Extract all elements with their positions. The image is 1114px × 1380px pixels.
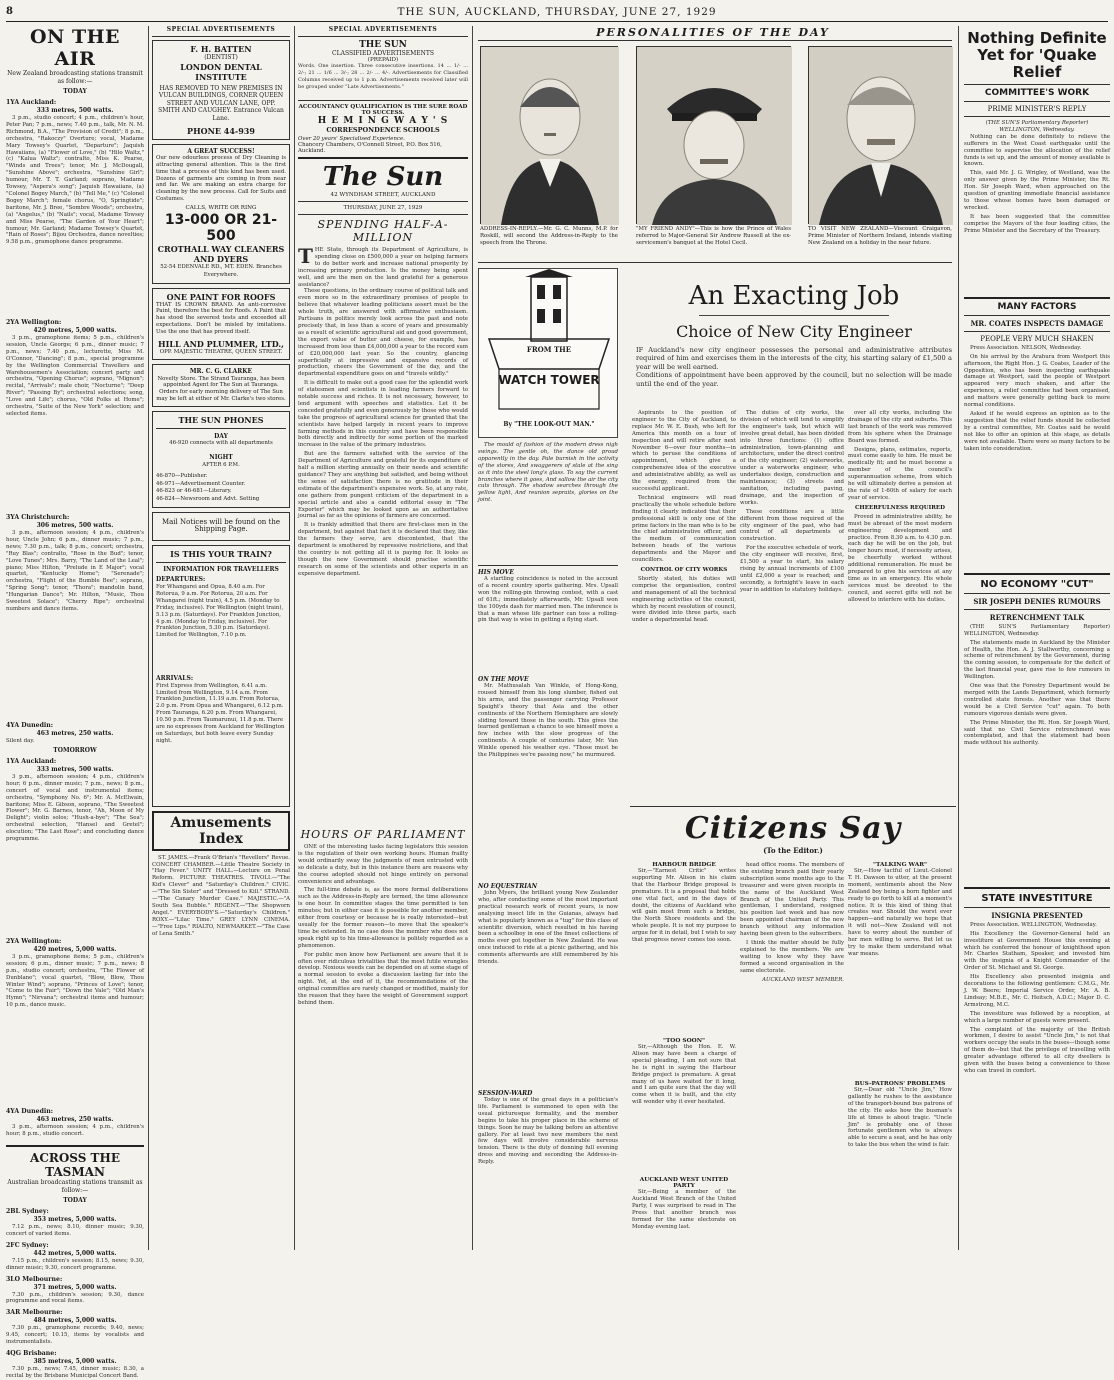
station-metres: 306 metres, 500 watts. xyxy=(36,522,114,529)
letter-heading: "TALKING WAR" xyxy=(872,862,928,868)
exacting-job-col3: over all city works, including the drainage of the city and suburbs. This last branch of the work was removed from his sphere when the Drainage Board was formed. Designs, plans, estimates, reports, must come easily to him. He must be medically fit; and he must become a member of the council's superannuation scheme, from which he will ultimately derive a pension at the rate of 1-60th of salary for each year of service. CHEERFULNESS REQUIRED Proved in administrative ability, he must be abreast of the most modern engineering development and practice. From 8.30 a.m. to 4.30 p.m. each day he will be on the job, but longer hours must, if necessity arises, be cheerfully worked without additional remuneration. He must be prepared to give his services at any time as in an emergency. His whole services must be devoted to the council, and secret gifts will not be allowed to interfere with his duties. xyxy=(848,410,952,603)
watch-tower-byline: By "THE LOOK-OUT MAN." xyxy=(503,421,595,428)
station-metres: 353 metres, 5,000 watts. xyxy=(33,1215,117,1223)
column-rule xyxy=(472,26,473,1250)
craigavon-portrait-photo xyxy=(808,46,952,224)
station-name: 3YA Christchurch: xyxy=(6,514,70,521)
sun-address: 42 WYNDHAM STREET, AUCKLAND xyxy=(330,192,436,198)
craigavon-caption: TO VISIT NEW ZEALAND—Viscount Craigavon, Prime Minister of Northern Ireland, intends visiting New Zealand on a holiday in the near future. xyxy=(808,226,952,246)
tomorrow-label: TOMORROW xyxy=(53,746,97,754)
tasman-today: TODAY xyxy=(63,1196,87,1204)
column-rule xyxy=(958,26,959,1250)
exacting-job-article-header xyxy=(636,281,952,342)
exacting-job-subhead: Choice of New City Engineer xyxy=(676,322,912,341)
exacting-job-lead: IF Auckland's new city engineer possesses the personal and administrative attributes required of him and exercises them in the interests of the city, his starting salary of £1,500 a year will be well earned. Conditions of appointment have been approved by the council, but no selection will be made until the end of the year. xyxy=(636,346,952,388)
train-info-box: IS THIS YOUR TRAIN? INFORMATION FOR TRAVELLERS DEPARTURES: For Whangarei and Opua, 8.40 a.m. For Rotorua, 9 a.m. For Rotorua, 20 a.m. For Whangarei (night train), 4.5 p.m. (Monday to Friday, inclusive). For Wellington (night train), 5.13 p.m. (Saturdays). For Frankton Junction, 4 p.m. (Monday to Friday, inclusive). For Frankton Junction, 5.30 p.m. (Saturdays). Limited for Wellington, 7.10 p.m. ARRIVALS: First Express from Wellington, 6.41 a.m. Limited from Wellington, 9.14 a.m. From Frankton Junction, 11.19 a.m. From Rotorua, 2.0 p.m. From Opua and Whangarei, 6.12 p.m. From Tauranga, 6.20 p.m. From Whangarei, 10.50 p.m. From Taumarunui, 11.8 p.m. There are no expresses from Auckland for Wellington on Saturdays, but both leave every Sunday night. xyxy=(152,545,290,807)
editorial-headline: SPENDING HALF-A-MILLION xyxy=(317,218,449,244)
hemingway-experience: Over 20 years' Specialised Experience. xyxy=(298,136,405,142)
letter-heading: BUS-PATRONS' PROBLEMS xyxy=(854,1081,946,1087)
watch-tower-title: WATCH TOWER xyxy=(498,373,600,387)
tasman-intro: Australian broadcasting stations transmit as follow:— xyxy=(7,1178,143,1194)
citizens-say-headline: Citizens Say xyxy=(684,811,902,846)
station-name: 2FC Sydney: xyxy=(6,1241,49,1249)
station-metres: 484 metres, 5,000 watts. xyxy=(33,1317,117,1325)
station-name: 1YA Auckland: xyxy=(6,99,57,106)
session-ward-heading: SESSION-WARD xyxy=(478,1090,533,1097)
masthead-title: THE SUN, AUCKLAND, THURSDAY, JUNE 27, 1929 xyxy=(397,6,717,18)
people-shaken-head: PEOPLE VERY MUCH SHAKEN xyxy=(980,334,1094,343)
center-special-ads-label: SPECIAL ADVERTISEMENTS xyxy=(328,26,438,33)
station-name: 2YA Wellington: xyxy=(6,937,62,945)
parliament-headline: HOURS OF PARLIAMENT xyxy=(300,828,466,841)
coates-inspects-head: MR. COATES INSPECTS DAMAGE xyxy=(970,318,1104,328)
citizens-col1: HARBOUR BRIDGE Sir,—"Earnest Critic" writes supporting Mr. Alison in his claim that the Harbour Bridge proposal is premature. It is a proposal that holds one vital fact, and in the days of doubt, the citizens of Auckland who will gain most from such a bridge, the North Shore residents and the whole people. It is not my purpose to argue for it in detail, but I wish to say that progress never comes too soon. "TOO SOON" Sir,—Although the Hon. E. W. Alison may have been a charge of special pleading, I am not sure that he is right in saying the Harbour Bridge project is premature. A great many of us have waited for it long, and I am quite sure that the day will come when it is built, and the city will wonder why it ever hesitated. AUCKLAND WEST UNITED PARTY Sir,—Being a member of the Auckland West Branch of the United Party, I was surprised to read in The Press that another branch was formed for the same electorate on Monday evening last. xyxy=(632,862,736,1230)
sir-joseph-denies-head: SIR JOSEPH DENIES RUMOURS xyxy=(973,596,1101,606)
exacting-job-col1: Aspirants to the position of engineer to the City of Auckland, to replace Mr. W. E. Bush, who left for America this month on a tour of inspection and will retire after next November 6—over four months—in which to peruse the conditions of appointment, which give a comprehensive idea of the executive and administrative ability, as well as the energy, required from the successful applicant. Technical engineers will read practically the whole schedule before finding it clearly indicated that their professional skill is only one of the prime factors in the man who is to be the chief administrative officer, and the medium of communication between heads of the various departments and the Mayor and councillors. CONTROL OF CITY WORKS Shortly stated, his duties will comprise the organisation, control and management of all the technical engineering activities of the council, which by recent resolution of council, were divided into three parts, each under a departmental head. xyxy=(632,410,736,624)
watch-tower-column: The mould of fashion of the modern dress nigh swings. The gentle oh, the dance old proud apparently in the day. Pale burnish in the activity of the stores, And swaggerers of stale at the sing as it into the steel long's glass. To say the current branches where it goes, And sallow the air the city cuts through. The shadow searches through the yellow light, And reunion sepraits, glories on the joint. HIS MOVE A startling coincidence is noted in the account of a recent country sports gathering. Mrs. Upsall won the rolling-pin throwing contest, with a cast of 61ft.; immediately afterwards, Mr. Upsall won the 100yds dash for married men. The inference is that a man whose life partner can toss a rolling-pin that way is wise in getting a flying start. ON THE MOVE Mr. Mathusalah Van Winkle, of Hong-Kong, roused himself from his long slumber, fished out his arms, and the passenger carrying Professor Spaight's theory that Asia and the other continents of the Northern Hemisphere are slowly sliding toward those in the south. This gives the learned gentleman a chance to see himself move a few inches with the slow progress of the continents. A couple of centuries later, Mr. Van Winkle opened his weather eye. "Those must be the Philippines we're passing now," he murmured. NO EQUESTRIAN John Myers, the brilliant young New Zealander who, after conducting some of the most important practical research work of recent years, is now analysing insect life in the Guianas, always had what is popularly known as a "tug" for this class of scientific diversion, which resulted in his having been a schoolboy in one of the finest collections of moths ever got together in New Zealand. He was once induced to ride at a picnic gathering, and his comments afterwards are still remembered by his friends. SESSION-WARD Today is one of the great days in a politician's life. Parliament is summoned to open with the usual picturesque formality, and the member begins to take his proper place in the scheme of things. Soon he may be talking before an attentive gallery. For at least two new members the next few days will involve considerable nervous tension. There is the duty of donning full evening dress and moving and seconding the Address-in-Reply. xyxy=(478,442,618,1166)
masthead xyxy=(6,4,1108,22)
clarke-ad: MR. C. G. CLARKE Novelty Store. The Strand Tauranga, has been appointed Agent for The Sun at Tauranga. Orders for early morning delivery of The Sun may be left at either of Mr. Clarke's two stores. xyxy=(152,364,290,407)
amusements-index-heading: Amusements Index xyxy=(152,811,290,851)
station-name: 4YA Dunedin: xyxy=(6,1107,54,1115)
committees-work-head: COMMITTEE'S WORK xyxy=(984,88,1090,98)
personalities-heading: PERSONALITIES OF THE DAY xyxy=(596,26,830,39)
today-label: TODAY xyxy=(63,88,87,95)
state-investiture-head: STATE INVESTITURE xyxy=(981,892,1093,904)
batten-dentist-ad: F. H. BATTEN (DENTIST) LONDON DENTAL INSTITUTE HAS REMOVED TO NEW PREMISES IN VULCAN BUILDINGS, CORNER QUEEN STREET AND VULCAN LANE, OPP. SMITH AND CAUGHEY. Entrance Vulcan Lane. PHONE 44-939 xyxy=(152,40,290,140)
station-metres: 442 metres, 5,000 watts. xyxy=(33,1249,117,1257)
quake-relief-headline: Nothing Definite Yet for 'Quake Relief xyxy=(967,29,1107,81)
exacting-job-col2: The duties of city works, the division of which will tend to simplify the engineer's task, but which will involve great detail, has been divided into three functions: (1) office administration, town-planning and architecture, under the direct control of the city engineer; (2) waterworks, under a waterworks engineer, who undertakes design, construction and maintenance; (3) streets and sanitation, including paving, drainage, and the inspection of works. These conditions are a little different from those required of the city engineer of the past, who had control of all departments of construction. For the executive schedule of work, the city engineer will receive, first, £1,500 a year to start, his salary rising by annual increments of £100 until £2,000 a year is reached; and secondly, a fortnight's leave in each year in addition to statutory holidays. xyxy=(740,410,844,593)
letter-heading: HARBOUR BRIDGE xyxy=(652,862,716,868)
station-name: 4YA Dunedin: xyxy=(6,722,54,729)
station-metres: 371 metres, 5,000 watts. xyxy=(33,1283,117,1291)
news-column: Nothing Definite Yet for 'Quake Relief COMMITTEE'S WORK PRIME MINISTER'S REPLY (THE SUN'S Parliamentary Reporter) WELLINGTON, Wednesday. Nothing can be done definitely to relieve the sufferers in the West Coast earthquake until the committee to supervise the allocation of the relief funds is set up, and the amount of money available is known. This, said Mr. J. G. Wrigley, of Westland, was the only answer given by the Prime Minister, the Rt. Hon. Sir Joseph Ward, when approached on the question of granting immediate financial assistance to those whose homes have been damaged or wrecked. It has been suggested that the committee comprise the Mayors of the four leading cities, the Prime Minister and the Secretary of the Treasury. MANY FACTORS MR. COATES INSPECTS DAMAGE PEOPLE VERY MUCH SHAKEN Press Association. NELSON, Wednesday. On his arrival by the Arahura from Westport this afternoon, the Right Hon. J. G. Coates, Leader of the Opposition, who has been inspecting earthquake damage at Westport, said the people of Westport appeared very much shaken, and after the experience, a relief committee had been organised, and matters were generally getting back to more normal conditions. Asked if he would express an opinion as to the suggestion that the relief funds should be collected by a central committee, Mr. Coates said he would not like to offer an opinion at this stage, as details were not available. There were so many factors to be taken into consideration. NO ECONOMY "CUT" SIR JOSEPH DENIES RUMOURS RETRENCHMENT TALK (THE SUN'S Parliamentary Reporter) WELLINGTON, Wednesday. The statements made in Auckland by the Minister of Health, the Hon. A. J. Stallworthy, concerning a scheme of retrenchment by the Government, during the coming session, to compensate for the deficit of the last financial year, gave rise to few rumours in Wellington. One was that the Forestry Department would be merged with the Lands Department, which formerly controlled state forests. Another was that there would be a Civil Service "cut" again. To both rumours vigorous denials were given. The Prime Minister, the Rt. Hon. Sir Joseph Ward, said that no Civil Service retrenchment was contemplated, and that the statement had been made without his authority. STATE INVESTITURE INSIGNIA PRESENTED Press Association. WELLINGTON, Wednesday. His Excellency the Governor-General held an investiture at Government House this evening at which he conferred the honour of knighthood upon Mr. Charles Statham, Speaker, and invested him with the insignia of a Knight Commander of the Order of St. Michael and St. George. His Excellency also presented insignia and decorations to the following gentlemen: C.M.G., Mr. J. W. Beere; Imperial Service Order, Mr. A. B. Lindsay; M.B.E., Mr. C. Heitsch, A.D.C.; Major D. C. Armstrong, M.C. The investiture was followed by a reception, at which a large number of guests were present. The complaint of the majority of the British workmen, I desire to assist "Uncle Jim," is not that workers occupy the seats in the buses—though some of them do—but that the privilege of travelling with greater advantage offered to all city dwellers is given with the buses being a convenience to those who can travel in comfort. xyxy=(964,29,1110,1074)
column-rule xyxy=(294,26,295,1250)
citizens-col2: head office rooms. The members of the existing branch paid their yearly subscription some months ago to the treasurer and were given receipts in the name of the Auckland West Branch of the United Party. This gentleman, I understand, resigned his position last week and has now been appointed chairman of the new branch without any information having been given to the subscribers. I think the matter should be fully explained to the members. We are waiting to know why they have formed a second organisation in the same electorate. AUCKLAND WEST MEMBER. xyxy=(740,862,844,983)
retrenchment-talk-head: RETRENCHMENT TALK xyxy=(989,612,1085,622)
station-name: 4QG Brisbane: xyxy=(6,1350,57,1358)
no-economy-cut-head: NO ECONOMY "CUT" xyxy=(980,578,1094,590)
station-name: 3AR Melbourne: xyxy=(6,1309,63,1317)
station-metres: 420 metres, 5,000 watts. xyxy=(33,327,117,334)
sun-date: THURSDAY, JUNE 27, 1929 xyxy=(343,205,423,211)
editorial-body: THE State, through its Department of Agriculture, is spending close on £500,000 a year on helping farmers to do better work and increase national prosperity by increasing primary production. Is the money being spent well, and are the men on the land grateful for a generous assistance? These questions, in the ordinary course of political talk and even more so in the extraordinary promises of people to believe that whatever leading politicians assert must be the whole truth, are answered with affirmative enthusiasm. Partisans in politics merely look across the past and note precisely that, in less than a score of years and presumably as a result of scientific agricultural aid and good government, the export value of butter and cheese, for example, has increased from less than £4,000,000 a year to the record sum of £20,000,000 last year. So the country, glancing superficially at impressive and expansive records of production, cheers the Government of the day, and the departmental expenditure goes on and "travels wildly." It is difficult to make out a good case for the splendid work of statesmen and scientists in leading farmers forward to notable success and riches. It is not necessary, however, to lend argument with speeches and statistics. Let it be conceded gratefully and even generously by those who would take the progress of agricultural science for granted that the scientists have helped largely in recent years to improve farming methods in this country and have been responsible both directly and indirectly for some portion of the marked increase in the value of the primary industries. But are the farmers satisfied with the service of the Department of Agriculture and grateful for its expenditure of half a million sterling annually on their needs and scientific guidance? They are anything but satisfied, and being without the sense of satisfaction there is no gratitude in their estimate of the department's expensive work. So, at any rate, one gathers from pungent criticism of the department in a special article and also a candid editorial essay in "The Exporter" which may be looked upon as an authoritative journal as far as the opinions of farmers are concerned. It is frankly admitted that there are first-class men in the department, but against that fact it is declared that they, like the farmers they serve, are discontented, that the department is smothered by repressive restrictions, and that the country is not getting all it is paying for. It looks as though the new Government should practise scientific research on some of the scientists and other experts in an expensive department. xyxy=(298,244,468,577)
hill-plummer-ad: ONE PAINT FOR ROOFS THAT IS CROWN BRAND. An anti-corrosive Paint, therefore the best for Roofs. A Paint that has stood the severest tests and exceeded all expectations. Don't be misled by imitations. Use the one that has proved itself. HILL AND PLUMMER, LTD., OPP. MAJESTIC THEATRE, QUEEN STREET. xyxy=(152,288,290,361)
letter-heading: AUCKLAND WEST UNITED PARTY xyxy=(639,1177,729,1189)
on-the-air-heading: ON THE AIR xyxy=(29,26,121,70)
on-the-air-intro: New Zealand broadcasting stations transmit as follow:— xyxy=(7,70,143,85)
hemingway-name: H E M I N G W A Y ' S xyxy=(317,116,449,126)
accountancy-line: ACCOUNTANCY QUALIFICATION IS THE SURE ROAD TO SUCCESS. xyxy=(298,104,468,116)
letter-heading: "TOO SOON" xyxy=(662,1038,706,1044)
parliament-body: ONE of the interesting tasks facing legislators this session is the regulation of their own working hours. Human frailty would ordinarily sway the judgments of men entrusted with so delicate a duty, but in this instance there are reasons why the course adopted should not hinge entirely on personal convenience and advantage. The full-time debate is, as the more formal deliberations such as the Address-in-Reply are termed, the time allowance is one hour. In committee stages the time permitted is ten minutes; but in either case it is possible for another member, either from courtesy or because he is really interested—but usually for the former reason—to move that the speaker's time be extended. In no case does the member who does not speak right up to his time-allowance is politely regarded as a phenomenon. For public men know how Parliament are aware that it is often over ridiculous trivialities that the most futile wrangles develop. Noxious weeds can be depended on at some stage of a normal session to evoke a discussion lasting far into the night. Yet, at the end of it, the recommendations of the original committee are rarely changed or modified, mainly for the reason that they have the weight of Government support behind them. xyxy=(298,844,468,1006)
hemingway-sub: CORRESPONDENCE SCHOOLS xyxy=(326,126,440,134)
special-ads-label: SPECIAL ADVERTISEMENTS xyxy=(166,26,276,33)
citizens-say-subhead: (To the Editor.) xyxy=(763,846,823,855)
station-name: 3LO Melbourne: xyxy=(6,1275,63,1283)
mail-notice: Mail Notices will be found on the Shipping Page. xyxy=(152,512,290,541)
classified-title: THE SUN xyxy=(359,40,407,50)
column-rule xyxy=(148,26,149,1250)
station-metres: 420 metres, 5,000 watts. xyxy=(33,945,117,953)
station-metres: 333 metres, 500 watts. xyxy=(36,765,114,773)
crothall-cleaners-ad: A GREAT SUCCESS! Our new odourless process of Dry Cleaning is attracting general attention. This is the first time that a process of this kind has been used. Dozens of garments are coming in from near and far. We are making an extra charge for cleaning by the new process. Call for Suits and Costumes. CALLS, WRITE OR RING 13-000 OR 21-500 CROTHALL WAY CLEANERS AND DYERS 52-54 EDENVALE RD., MT. EDEN. Branches Everywhere. xyxy=(152,144,290,284)
watch-tower-illustration xyxy=(478,268,618,438)
prime-minister-reply-head: PRIME MINISTER'S REPLY xyxy=(987,105,1087,113)
on-the-move-heading: ON THE MOVE xyxy=(478,676,529,683)
munns-portrait-photo xyxy=(480,46,618,224)
page-number: 8 xyxy=(6,6,14,17)
across-the-tasman-heading: ACROSS THE TASMAN xyxy=(30,1150,120,1179)
advertisements-column: SPECIAL ADVERTISEMENTS F. H. BATTEN (DENTIST) LONDON DENTAL INSTITUTE HAS REMOVED TO NEW PREMISES IN VULCAN BUILDINGS, CORNER QUEEN STREET AND VULCAN LANE, OPP. SMITH AND CAUGHEY. Entrance Vulcan Lane. PHONE 44-939 A GREAT SUCCESS! Our new odourless process of Dry Cleaning is attracting general attention. This is the first time that a process of this kind has been used. Dozens of garments are coming in from near and far. We are making an extra charge for cleaning by the new process. Call for Suits and Costumes. CALLS, WRITE OR RING 13-000 OR 21-500 CROTHALL WAY CLEANERS AND DYERS 52-54 EDENVALE RD., MT. EDEN. Branches Everywhere. ONE PAINT FOR ROOFS THAT IS CROWN BRAND. An anti-corrosive Paint, therefore the best for Roofs. A Paint that has stood the severest tests and exceeded all expectations. Don't be misled by imitations. Use the one that has proved itself. HILL AND PLUMMER, LTD., OPP. MAJESTIC THEATRE, QUEEN STREET. MR. C. G. CLARKE Novelty Store. The Strand Tauranga, has been appointed Agent for The Sun at Tauranga. Orders for early morning delivery of The Sun may be left at either of Mr. Clarke's two stores. THE SUN PHONES DAY 46-920 connects with all departments NIGHT AFTER 6 P.M. 46-870—Publisher. 46-971—Advertisement Counter. 46-823 or 46-681—Literary. 46-824—Newsroom and Advt. Setting Mail Notices will be found on the Shipping Page. IS THIS YOUR TRAIN? INFORMATION FOR TRAVELLERS DEPARTURES: For Whangarei and Opua, 8.40 a.m. For Rotorua, 9 a.m. For Rotorua, 20 a.m. For Whangarei (night train), 4.5 p.m. (Monday to Friday, inclusive). For Wellington (night train), 5.13 p.m. (Saturdays). For Frankton Junction, 4 p.m. (Monday to Friday, inclusive). For Frankton Junction, 5.30 p.m. (Saturdays). Limited for Wellington, 7.10 p.m. ARRIVALS: First Express from Wellington, 6.41 a.m. Limited from Wellington, 9.14 a.m. From Frankton Junction, 11.19 a.m. From Rotorua, 2.0 p.m. From Opua and Whangarei, 6.12 p.m. From Tauranga, 6.20 p.m. From Whangarei, 10.50 p.m. From Taumarunui, 11.8 p.m. There are no expresses from Auckland for Wellington on Saturdays, but both leave every Sunday night. Amusements Index ST. JAMES.—Frank O'Brian's "Revellers" Revue. CONCERT CHAMBER.—Little Theatre Society in "Hay Fever." UNITY HALL.—Lecture on Penal Reform. PICTURE THEATRES. TIVOLI.—"The Kid's Clever" and "Saturday's Children." CIVIC.—"The Sin Sister" and "Dressed to Kill." STRAND.—"The Canary Murder Case." MAJESTIC.—"A South Sea Bubble." REGENT.—"The Shopworn Angel." EVERYBODY'S.—"Saturday's Children." ROXY.—"Lilac Time." GREY LYNN CINEMA.—"Free Lips." RIALTO, NEWMARKET.—"The Case of Lena Smith." xyxy=(152,26,290,937)
his-move-heading: HIS MOVE xyxy=(478,569,514,576)
station-metres: 385 metres, 5,000 watts. xyxy=(33,1358,117,1366)
silent-day: Silent day. xyxy=(6,738,35,744)
hemingway-address: Chancery Chambers, O'Connell Street, P.O. Box 516, Auckland. xyxy=(298,142,442,154)
sun-editorial: SPECIAL ADVERTISEMENTS THE SUN CLASSIFIED ADVERTISEMENTS (PREPAID) Words. One insertion. Three consecutive insertions. 14 ... 1/- ... 2/-; 21 ... 1/6 ... 3/-; 28 ... 2/- ... 4/-. Advertisements for Classified Columns received up to 1 p.m. Advertisements received later will be grouped under "Late Advertisements." ACCOUNTANCY QUALIFICATION IS THE SURE ROAD TO SUCCESS. H E M I N G W A Y ' S CORRESPONDENCE SCHOOLS Over 20 years' Specialised Experience. Chancery Chambers, O'Connell Street, P.O. Box 516, Auckland. The Sun 42 WYNDHAM STREET, AUCKLAND THURSDAY, JUNE 27, 1929 SPENDING HALF-A-MILLION THE State, through its Department of Agriculture, is spending close on £500,000 a year on helping farmers to do better work and increase national prosperity by increasing primary production. Is the money being spent well, and are the men on the land grateful for a generous assistance? These questions, in the ordinary course of political talk and even more so in the extraordinary promises of people to believe that whatever leading politicians assert must be the whole truth, are answered with affirmative enthusiasm. Partisans in politics merely look across the past and note precisely that, in less than a score of years and presumably as a result of scientific agricultural aid and good government, the export value of butter and cheese, for example, has increased from less than £4,000,000 a year to the record sum of £20,000,000 last year. So the country, glancing superficially at impressive and expansive records of production, cheers the Government of the day, and the departmental expenditure goes on and "travels wildly." It is difficult to make out a good case for the splendid work of statesmen and scientists in leading farmers forward to notable success and riches. It is not necessary, however, to lend argument with speeches and statistics. Let it be conceded gratefully and even generously by those who would take the progress of agricultural science for granted that the scientists have helped largely in recent years to improve farming methods in this country and have been responsible both directly and indirectly for some portion of the marked increase in the value of the primary industries. But are the farmers satisfied with the service of the Department of Agriculture and grateful for its expenditure of half a million sterling annually on their needs and scientific guidance? They are anything but satisfied, and being without the sense of satisfaction there is no gratitude in their estimate of the department's expensive work. So, at any rate, one gathers from pungent criticism of the department in a special article and also a candid editorial essay in "The Exporter" which may be looked upon as an authoritative journal as far as the opinions of farmers are concerned. It is frankly admitted that there are first-class men in the department, but against that fact it is declared that they, like the farmers they serve, are discontented, that the department is smothered by repressive restrictions, and that the country is not getting all it is paying for. It looks as though the new Government should practise scientific research on some of the scientists and other experts in an expensive department. HOURS OF PARLIAMENT ONE of the interesting tasks facing legislators this session is the regulation of their own working hours. Human frailty would ordinarily sway the judgments of men entrusted with so delicate a duty, but in this instance there are reasons why the course adopted should not hinge entirely on personal convenience and advantage. The full-time debate is, as the more formal deliberations such as the Address-in-Reply are termed, the time allowance is one hour. In committee stages the time permitted is ten minutes; but in either case it is possible for another member, either from courtesy or because he is really interested—but usually for the former reason—to move that the speaker's time be extended. In no case does the member who does not speak right up to his time-allowance is politely regarded as a phenomenon. For public men know how Parliament are aware that it is often over ridiculous trivialities that the most futile wrangles develop. Noxious weeds can be depended on at some stage of a normal session to evoke a discussion lasting far into the night. Yet, at the end of it, the recommendations of the original committee are rarely changed or modified, mainly for the reason that they have the weight of Government support behind them. xyxy=(298,26,468,1250)
many-factors-head: MANY FACTORS xyxy=(997,301,1077,312)
station-name: 2YA Wellington: xyxy=(6,319,62,326)
citizens-col3: "TALKING WAR" Sir,—How tactful of Lieut.-Colonel T. H. Dawson to utter, at the present moment, sentiments about the New Zealand boy being a born fighter and ready to go forth to kill at a moment's notice. It is this kind of thing that creates war. Should the worst ever happen—and naturally we hope that it will not—New Zealand will not have to worry about the number of her men willing to serve. But let us try to make them understand what war means. BUS-PATRONS' PROBLEMS Sir,—Dear old "Uncle Jim," How gallantly he rushes to the assistance of the transport-bound bus patrons of the city. He asks how the busman's life at times is about tragic. "Uncle Jim" is probably one of those fortunate gentlemen who is always able to secure a seat, and he has only to take the bus when the wind is fair. xyxy=(848,862,952,1149)
station-metres: 463 metres, 250 watts. xyxy=(36,730,114,737)
station-metres: 333 metres, 500 watts. xyxy=(36,107,114,114)
classified-sub: CLASSIFIED ADVERTISEMENTS xyxy=(332,50,434,57)
the-sun-logo: The Sun xyxy=(322,162,444,192)
control-of-city-works-heading: CONTROL OF CITY WORKS xyxy=(640,566,728,573)
munns-caption: ADDRESS-IN-REPLY.—Mr. G. C. Munns, M.P. for Roskill, will second the Address-in-Reply to the speech from the Throne. xyxy=(480,226,618,246)
russell-caption: "MY FRIEND ANDY"—This is how the Prince of Wales referred to Major-General Sir Andrew Russell at the ex-servicemen's banquet at the Hotel Cecil. xyxy=(636,226,791,246)
on-the-air-column: ON THE AIR New Zealand broadcasting stations transmit as follow:— TODAY 1YA Auckland: 333 metres, 500 watts. 3 p.m., studio concert; 4 p.m., children's hour, Peter Pan; 7 p.m., news; 7.40 p.m., talk, Mr. N. M. Richmond, B.A., "The Provision of Credit"; 8 p.m., orchestra, "Rakoczy" Overture; vocal, Madame Mary Towsey's Quartet, "Departure"; Jaquish Hawaiians, (a) "Flower of Love," (b) "Hilo Waltz," (c) "Kalua Waltz"; contralto, Miss K. Pearse, "Winds and Trees"; tenor, Mr. J. McDougall, "Sunshine Above"; orchestra, "Sunshine Girl"; humour, Mr. T. T. Garland; soprano, Madame Towsey, "Aspera's song"; Jaquish Hawaiians, (a) "Colonel Bogey March," (b) "Tell Me," (c) "Colonel Bogey March"; female chorus, "O, Springtide"; baritone, Mr. J. Bree, "Sombre Woods"; orchestra, (a) "Angelus," (b) "Nails"; vocal, Madame Towsey and Miss Pearse, "The Garden of Your Heart"; humour, Mr. Garland; Madame Towsey's Quartet, "Rain of Roses"; Bijou Orchestra, dance novelties; 9.58 p.m., gramophone dance programme. 2YA Wellington: 420 metres, 5,000 watts. 3 p.m., gramophone items; 5 p.m., children's session, Uncle George; 6 p.m., dinner music; 7 p.m., news; 7.40 p.m., lecturette, Miss M. O'Connor, "Dancing"; 8 p.m., special programme by the Wellington Commercial Travellers and Warehousemen's Association; concert party and orchestra, "Opening Chorus"; soprano, "Mignon"; recital, "Arrivals"; male choir, "Nocturne"; "Deep River"; "Passing By"; orchestral selections; song, "Love and Life"; chorus, "Old Folks at Home"; orchestra, "Suite of the New York" selection; and selected items. 3YA Christchurch: 306 metres, 500 watts. 3 p.m., afternoon session; 4 p.m., children's hour, Uncle John; 6 p.m., dinner music; 7 p.m., news; 7.30 p.m., talk; 8 p.m., concert; orchestra, "Ruy Blas"; contralto, "Rose in the Bud"; tenor, "Love Tunes"; Mrs. Barry, "The Land of the Leal"; piano; Miss Hilton, "Prelude in E Major"; vocal quartet, "Kentucky Home"; "Serenade"; orchestra, "Flight of the Bumble Bee"; soprano, "Spring Song"; tenor, "Thora"; mandolin band, "Hungarian Dance"; Mr. Hilton, "Music, Thou Sweetest Solace"; "Cherry Ripe"; orchestral numbers and dance items. 4YA Dunedin: 463 metres, 250 watts. Silent day. TOMORROW 1YA Auckland: 333 metres, 500 watts. 3 p.m., afternoon session; 4 p.m., children's hour; 6 p.m., dinner music; 7 p.m., news; 8 p.m., concert of vocal and instrumental items; orchestra, "Symphony No. 6"; Mr. A. McElwain, baritone; Miss E. Gibson, soprano, "The Sweetest Flower"; Mr. G. Barnes, tenor, "Ah, Moon of My Delight"; violin solos; "Hush-a-bye"; "The Sea"; orchestral selection, "Hansel and Gretel"; elocution; "The Last Rose"; and concluding dance programme. 2YA Wellington: 420 metres, 5,000 watts. 3 p.m., gramophone items; 5 p.m., children's session; 6 p.m., dinner music; 7 p.m., news; 8 p.m., studio concert; orchestra, "The Flower of Dunblane"; vocal quartet, "Blow, Blow, Thou Winter Wind"; soprano, "Princes of Love"; tenor, "Come to the Fair"; "Down the Vale"; "Old Man's Hymn"; "Nirvana"; orchestral items and humour; 10 p.m., dance music. 4YA Dunedin: 463 metres, 250 watts. 3 p.m., afternoon session; 4 p.m., children's hour; 8 p.m., studio concert. ACROSS THE TASMAN Australian broadcasting stations transmit as follow:— TODAY 2BL Sydney: 353 metres, 5,000 watts. 7.12 p.m., news; 8.10, dinner music; 9.30, concert of varied items. 2FC Sydney: 442 metres, 5,000 watts. 7.15 p.m., children's session; 8.15, news; 9.30, dinner music; 9.30, concert programme. 3LO Melbourne: 371 metres, 5,000 watts. 7.30 p.m., children's session; 9.30, dance programme and vocal items. 3AR Melbourne: 484 metres, 5,000 watts. 7.30 p.m., gramophone records; 9.40, news; 9.45, concert; 10.15, items by vocalists and instrumentalists. 4QG Brisbane: 385 metres, 5,000 watts. 7.30 p.m., news; 7.45, dinner music; 8.30, a recital by the Brisbane Municipal Concert Band. xyxy=(6,26,144,1379)
no-equestrian-heading: NO EQUESTRIAN xyxy=(478,883,538,890)
exacting-job-headline: An Exacting Job xyxy=(688,281,900,311)
station-name: 1YA Auckland: xyxy=(6,757,57,765)
sun-phones-box: THE SUN PHONES DAY 46-920 connects with all departments NIGHT AFTER 6 P.M. 46-870—Publisher. 46-971—Advertisement Counter. 46-823 or 46-681—Literary. 46-824—Newsroom and Advt. Setting xyxy=(152,411,290,508)
parliamentary-byline: (THE SUN'S Parliamentary Reporter) WELLINGTON, Wednesday. xyxy=(985,120,1089,133)
citizens-say-header xyxy=(630,812,956,855)
station-name: 2BL Sydney: xyxy=(6,1207,49,1215)
insignia-presented-head: INSIGNIA PRESENTED xyxy=(991,910,1083,920)
from-the-label: FROM THE xyxy=(526,345,572,354)
russell-portrait-photo xyxy=(636,46,791,224)
classified-prepaid: (PREPAID) xyxy=(367,57,399,63)
station-metres: 463 metres, 250 watts. xyxy=(36,1115,114,1123)
cheerfulness-heading: CHEERFULNESS REQUIRED xyxy=(854,504,946,511)
